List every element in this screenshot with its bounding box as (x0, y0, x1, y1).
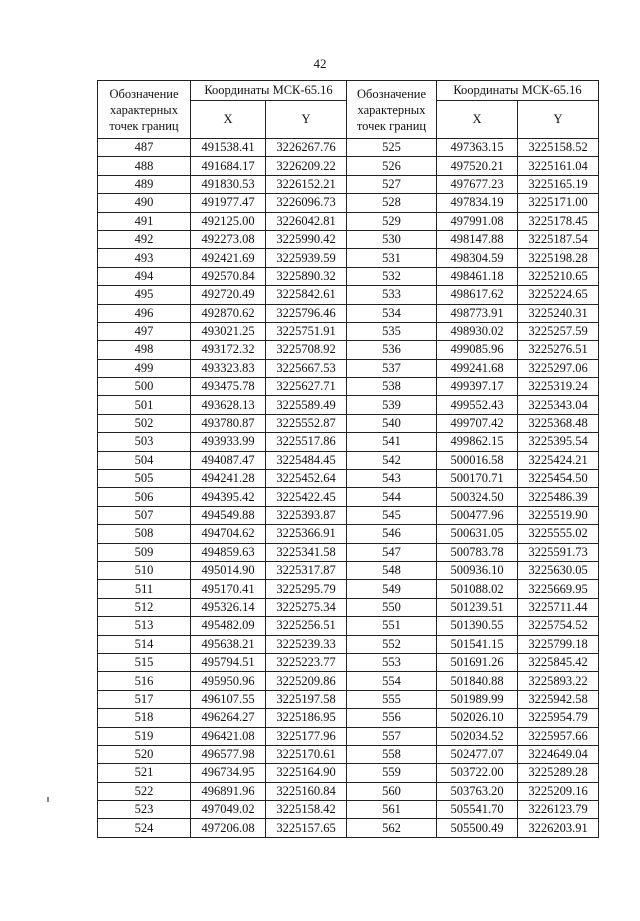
y-coordinate: 3225552.87 (266, 414, 347, 432)
x-coordinate: 491977.47 (191, 194, 266, 212)
y-coordinate: 3225158.52 (518, 139, 599, 157)
y-coordinate: 3225341.58 (266, 543, 347, 561)
point-number: 543 (347, 470, 437, 488)
x-coordinate: 500783.78 (437, 543, 518, 561)
point-number: 534 (347, 304, 437, 322)
x-coordinate: 494087.47 (191, 451, 266, 469)
x-coordinate: 501390.55 (437, 617, 518, 635)
y-coordinate: 3225555.02 (518, 525, 599, 543)
x-coordinate: 494549.88 (191, 506, 266, 524)
x-coordinate: 500016.58 (437, 451, 518, 469)
table-row (98, 727, 599, 745)
y-coordinate: 3225368.48 (518, 414, 599, 432)
y-coordinate: 3225627.71 (266, 378, 347, 396)
coords-label-header: Координаты МСК-65.16 (437, 81, 599, 101)
table-row (98, 230, 599, 248)
point-number: 557 (347, 727, 437, 745)
y-coordinate: 3226203.91 (518, 819, 599, 837)
y-coordinate: 3225708.92 (266, 341, 347, 359)
point-number: 556 (347, 709, 437, 727)
point-number: 558 (347, 745, 437, 763)
point-number: 526 (347, 157, 437, 175)
y-coordinate: 3225667.53 (266, 359, 347, 377)
y-coordinate: 3225452.64 (266, 470, 347, 488)
x-coordinate: 492421.69 (191, 249, 266, 267)
x-coordinate: 493780.87 (191, 414, 266, 432)
x-coordinate: 494859.63 (191, 543, 266, 561)
point-number: 525 (347, 139, 437, 157)
y-coordinate: 3225239.33 (266, 635, 347, 653)
y-coordinate: 3225957.66 (518, 727, 599, 745)
x-coordinate: 493628.13 (191, 396, 266, 414)
y-coordinate: 3225158.42 (266, 801, 347, 819)
x-coordinate: 499241.68 (437, 359, 518, 377)
x-coordinate: 495170.41 (191, 580, 266, 598)
y-coordinate: 3225517.86 (266, 433, 347, 451)
table-row (98, 801, 599, 819)
x-coordinate: 498147.88 (437, 230, 518, 248)
y-coordinate: 3225170.61 (266, 745, 347, 763)
x-coordinate: 493021.25 (191, 322, 266, 340)
point-number: 528 (347, 194, 437, 212)
x-coordinate: 501840.88 (437, 672, 518, 690)
x-coordinate: 496264.27 (191, 709, 266, 727)
x-coordinate: 503763.20 (437, 782, 518, 800)
x-coordinate: 495326.14 (191, 598, 266, 616)
y-coordinate: 3225164.90 (266, 764, 347, 782)
table-row (98, 139, 599, 157)
y-coordinate: 3224649.04 (518, 745, 599, 763)
point-number: 512 (98, 598, 191, 616)
table-row (98, 396, 599, 414)
point-number: 548 (347, 561, 437, 579)
x-coordinate: 502026.10 (437, 709, 518, 727)
table-row (98, 617, 599, 635)
table-row (98, 745, 599, 763)
point-number: 506 (98, 488, 191, 506)
point-number: 520 (98, 745, 191, 763)
y-coordinate: 3225395.54 (518, 433, 599, 451)
y-coordinate: 3225751.91 (266, 322, 347, 340)
y-coordinate: 3225990.42 (266, 230, 347, 248)
y-header: Y (266, 101, 347, 139)
x-coordinate: 495794.51 (191, 653, 266, 671)
y-coordinate: 3225454.50 (518, 470, 599, 488)
x-coordinate: 495638.21 (191, 635, 266, 653)
y-coordinate: 3225297.06 (518, 359, 599, 377)
point-number: 496 (98, 304, 191, 322)
y-coordinate: 3226267.76 (266, 139, 347, 157)
x-coordinate: 502034.52 (437, 727, 518, 745)
table-row (98, 212, 599, 230)
y-coordinate: 3225165.19 (518, 175, 599, 193)
table-row (98, 286, 599, 304)
point-number: 492 (98, 230, 191, 248)
point-number: 560 (347, 782, 437, 800)
x-coordinate: 492870.62 (191, 304, 266, 322)
y-coordinate: 3226123.79 (518, 801, 599, 819)
point-number: 559 (347, 764, 437, 782)
point-number: 544 (347, 488, 437, 506)
x-coordinate: 495014.90 (191, 561, 266, 579)
y-coordinate: 3225393.87 (266, 506, 347, 524)
table-row (98, 764, 599, 782)
point-number: 562 (347, 819, 437, 837)
x-coordinate: 500170.71 (437, 470, 518, 488)
point-label-header: Обозначение характерных точек границ (347, 81, 437, 139)
point-number: 488 (98, 157, 191, 175)
table-row (98, 157, 599, 175)
point-label-header: Обозначение характерных точек границ (98, 81, 191, 139)
y-coordinate: 3225890.32 (266, 267, 347, 285)
y-coordinate: 3225424.21 (518, 451, 599, 469)
y-coordinate: 3225669.95 (518, 580, 599, 598)
point-number: 517 (98, 690, 191, 708)
point-number: 537 (347, 359, 437, 377)
y-coordinate: 3225198.28 (518, 249, 599, 267)
point-number: 545 (347, 506, 437, 524)
y-coordinate: 3225289.28 (518, 764, 599, 782)
x-coordinate: 496577.98 (191, 745, 266, 763)
x-coordinate: 505500.49 (437, 819, 518, 837)
y-coordinate: 3225630.05 (518, 561, 599, 579)
point-number: 524 (98, 819, 191, 837)
point-number: 493 (98, 249, 191, 267)
point-number: 546 (347, 525, 437, 543)
x-coordinate: 498304.59 (437, 249, 518, 267)
x-coordinate: 493323.83 (191, 359, 266, 377)
x-coordinate: 497049.02 (191, 801, 266, 819)
y-coordinate: 3225422.45 (266, 488, 347, 506)
point-number: 532 (347, 267, 437, 285)
y-coordinate: 3225589.49 (266, 396, 347, 414)
x-header: X (437, 101, 518, 139)
x-header: X (191, 101, 266, 139)
x-coordinate: 499085.96 (437, 341, 518, 359)
y-coordinate: 3225319.24 (518, 378, 599, 396)
x-coordinate: 501088.02 (437, 580, 518, 598)
y-coordinate: 3225893.22 (518, 672, 599, 690)
page-number: 42 (313, 56, 327, 71)
x-coordinate: 494241.28 (191, 470, 266, 488)
x-coordinate: 497206.08 (191, 819, 266, 837)
y-coordinate: 3225160.84 (266, 782, 347, 800)
point-number: 494 (98, 267, 191, 285)
table-row (98, 322, 599, 340)
point-number: 507 (98, 506, 191, 524)
table-row (98, 175, 599, 193)
y-coordinate: 3226096.73 (266, 194, 347, 212)
point-number: 518 (98, 709, 191, 727)
point-number: 555 (347, 690, 437, 708)
table-row (98, 194, 599, 212)
x-coordinate: 491830.53 (191, 175, 266, 193)
x-coordinate: 497834.19 (437, 194, 518, 212)
y-coordinate: 3225842.61 (266, 286, 347, 304)
y-coordinate: 3225171.00 (518, 194, 599, 212)
table-row (98, 304, 599, 322)
point-number: 539 (347, 396, 437, 414)
x-coordinate: 499862.15 (437, 433, 518, 451)
x-coordinate: 492570.84 (191, 267, 266, 285)
point-number: 554 (347, 672, 437, 690)
point-number: 552 (347, 635, 437, 653)
y-coordinate: 3225178.45 (518, 212, 599, 230)
table-row (98, 359, 599, 377)
x-coordinate: 492720.49 (191, 286, 266, 304)
point-number: 487 (98, 139, 191, 157)
x-coordinate: 505541.70 (437, 801, 518, 819)
x-coordinate: 493933.99 (191, 433, 266, 451)
y-coordinate: 3225317.87 (266, 561, 347, 579)
y-coordinate: 3225157.65 (266, 819, 347, 837)
x-coordinate: 502477.07 (437, 745, 518, 763)
table-body (98, 139, 599, 838)
y-coordinate: 3225224.65 (518, 286, 599, 304)
point-number: 514 (98, 635, 191, 653)
y-coordinate: 3225187.54 (518, 230, 599, 248)
point-number: 522 (98, 782, 191, 800)
x-coordinate: 503722.00 (437, 764, 518, 782)
table-row (98, 433, 599, 451)
table-row (98, 598, 599, 616)
y-coordinate: 3225343.04 (518, 396, 599, 414)
point-number: 551 (347, 617, 437, 635)
table-row (98, 672, 599, 690)
point-number: 550 (347, 598, 437, 616)
point-number: 531 (347, 249, 437, 267)
x-coordinate: 498773.91 (437, 304, 518, 322)
y-coordinate: 3225276.51 (518, 341, 599, 359)
point-number: 519 (98, 727, 191, 745)
point-number: 521 (98, 764, 191, 782)
y-coordinate: 3225939.59 (266, 249, 347, 267)
table-row (98, 543, 599, 561)
x-coordinate: 500631.05 (437, 525, 518, 543)
point-number: 503 (98, 433, 191, 451)
x-coordinate: 493475.78 (191, 378, 266, 396)
y-coordinate: 3225209.16 (518, 782, 599, 800)
table-row (98, 580, 599, 598)
y-coordinate: 3225295.79 (266, 580, 347, 598)
y-coordinate: 3225210.65 (518, 267, 599, 285)
y-coordinate: 3225257.59 (518, 322, 599, 340)
x-coordinate: 501989.99 (437, 690, 518, 708)
y-coordinate: 3225942.58 (518, 690, 599, 708)
y-coordinate: 3225486.39 (518, 488, 599, 506)
point-number: 505 (98, 470, 191, 488)
x-coordinate: 500324.50 (437, 488, 518, 506)
point-number: 502 (98, 414, 191, 432)
y-coordinate: 3225223.77 (266, 653, 347, 671)
table-row (98, 488, 599, 506)
x-coordinate: 496421.08 (191, 727, 266, 745)
y-coordinate: 3225161.04 (518, 157, 599, 175)
coords-label-header: Координаты МСК-65.16 (191, 81, 347, 101)
point-number: 504 (98, 451, 191, 469)
x-coordinate: 495482.09 (191, 617, 266, 635)
point-number: 510 (98, 561, 191, 579)
x-coordinate: 493172.32 (191, 341, 266, 359)
point-number: 489 (98, 175, 191, 193)
point-number: 490 (98, 194, 191, 212)
y-coordinate: 3225484.45 (266, 451, 347, 469)
x-coordinate: 494704.62 (191, 525, 266, 543)
point-number: 542 (347, 451, 437, 469)
y-coordinate: 3225209.86 (266, 672, 347, 690)
point-number: 533 (347, 286, 437, 304)
y-coordinate: 3225845.42 (518, 653, 599, 671)
x-coordinate: 496734.95 (191, 764, 266, 782)
x-coordinate: 501541.15 (437, 635, 518, 653)
point-number: 549 (347, 580, 437, 598)
point-number: 516 (98, 672, 191, 690)
table-row (98, 378, 599, 396)
x-coordinate: 500477.96 (437, 506, 518, 524)
y-coordinate: 3225796.46 (266, 304, 347, 322)
y-coordinate: 3226152.21 (266, 175, 347, 193)
table-row (98, 635, 599, 653)
x-coordinate: 497520.21 (437, 157, 518, 175)
point-number: 513 (98, 617, 191, 635)
table-row (98, 451, 599, 469)
point-number: 508 (98, 525, 191, 543)
table-row (98, 653, 599, 671)
table-row (98, 819, 599, 837)
point-number: 547 (347, 543, 437, 561)
point-number: 541 (347, 433, 437, 451)
y-coordinate: 3225799.18 (518, 635, 599, 653)
x-coordinate: 498617.62 (437, 286, 518, 304)
y-coordinate: 3225256.51 (266, 617, 347, 635)
y-coordinate: 3225754.52 (518, 617, 599, 635)
x-coordinate: 498461.18 (437, 267, 518, 285)
x-coordinate: 497363.15 (437, 139, 518, 157)
point-number: 536 (347, 341, 437, 359)
table-row (98, 782, 599, 800)
table-row (98, 690, 599, 708)
table-row (98, 267, 599, 285)
point-number: 527 (347, 175, 437, 193)
table-row (98, 414, 599, 432)
y-coordinate: 3225591.73 (518, 543, 599, 561)
x-coordinate: 501239.51 (437, 598, 518, 616)
point-number: 499 (98, 359, 191, 377)
coordinates-table (97, 80, 599, 838)
y-coordinate: 3225519.90 (518, 506, 599, 524)
y-coordinate: 3226042.81 (266, 212, 347, 230)
x-coordinate: 495950.96 (191, 672, 266, 690)
point-number: 501 (98, 396, 191, 414)
y-header: Y (518, 101, 599, 139)
y-coordinate: 3225240.31 (518, 304, 599, 322)
point-number: 530 (347, 230, 437, 248)
point-number: 498 (98, 341, 191, 359)
table-row (98, 709, 599, 727)
y-coordinate: 3225275.34 (266, 598, 347, 616)
table-row (98, 525, 599, 543)
point-number: 515 (98, 653, 191, 671)
table-row (98, 341, 599, 359)
point-number: 497 (98, 322, 191, 340)
x-coordinate: 491684.17 (191, 157, 266, 175)
point-number: 500 (98, 378, 191, 396)
y-coordinate: 3225954.79 (518, 709, 599, 727)
y-coordinate: 3226209.22 (266, 157, 347, 175)
x-coordinate: 494395.42 (191, 488, 266, 506)
x-coordinate: 496107.55 (191, 690, 266, 708)
x-coordinate: 492125.00 (191, 212, 266, 230)
y-coordinate: 3225186.95 (266, 709, 347, 727)
x-coordinate: 500936.10 (437, 561, 518, 579)
point-number: 538 (347, 378, 437, 396)
point-number: 491 (98, 212, 191, 230)
y-coordinate: 3225711.44 (518, 598, 599, 616)
point-number: 529 (347, 212, 437, 230)
x-coordinate: 492273.08 (191, 230, 266, 248)
point-number: 540 (347, 414, 437, 432)
x-coordinate: 499707.42 (437, 414, 518, 432)
point-number: 495 (98, 286, 191, 304)
point-number: 553 (347, 653, 437, 671)
point-number: 511 (98, 580, 191, 598)
table-row (98, 506, 599, 524)
x-coordinate: 501691.26 (437, 653, 518, 671)
point-number: 523 (98, 801, 191, 819)
point-number: 535 (347, 322, 437, 340)
y-coordinate: 3225177.96 (266, 727, 347, 745)
scan-mark (47, 797, 49, 802)
table-row (98, 249, 599, 267)
x-coordinate: 499397.17 (437, 378, 518, 396)
x-coordinate: 499552.43 (437, 396, 518, 414)
x-coordinate: 497991.08 (437, 212, 518, 230)
point-number: 509 (98, 543, 191, 561)
point-number: 561 (347, 801, 437, 819)
y-coordinate: 3225366.91 (266, 525, 347, 543)
x-coordinate: 498930.02 (437, 322, 518, 340)
x-coordinate: 497677.23 (437, 175, 518, 193)
x-coordinate: 491538.41 (191, 139, 266, 157)
x-coordinate: 496891.96 (191, 782, 266, 800)
y-coordinate: 3225197.58 (266, 690, 347, 708)
table-row (98, 561, 599, 579)
table-row (98, 470, 599, 488)
